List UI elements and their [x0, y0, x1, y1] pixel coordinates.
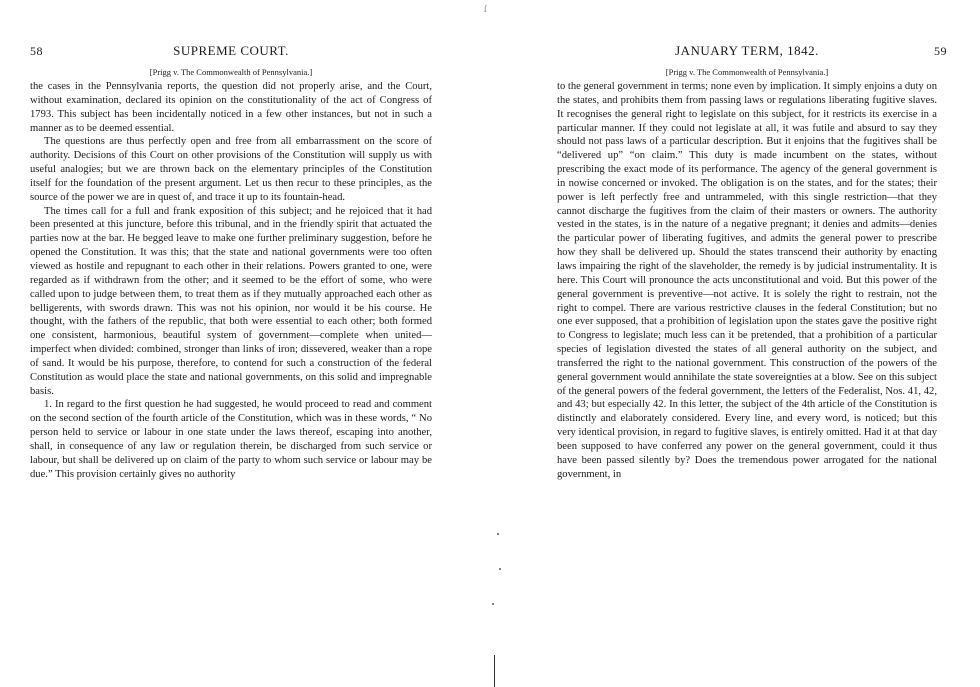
right-page [557, 0, 947, 687]
left-running-title: SUPREME COURT. [173, 43, 289, 58]
left-body-text [30, 80, 432, 481]
paragraph: to the general government in terms; none even by implication. It simply enjoins a duty on the states, and prohibits them from passing laws or regulations liberating fugitive slaves. It recognises the general right to legislate on this subject, for it restricts its exercise in a particular manner. If they could not legislate at all, it was futile and absurd to say they should not pass laws of a particular description. But it enjoins that the fugitives shall be “delivered up” “on claim.” This duty is made incumbent on the states, without prescribing the exact mode of its performance. The agency of the general government is in nowise concerned or invoked. The obligation is on the states, and for the states; their power is left perfectly free and untrammeled, with this single restriction—that they cannot discharge the fugitives from the claim of their masters or owners. The authority vested in the states, is in the nature of a negative pregnant; it denies and admits—denies the particular power of liberating fugitives, and admits the general power to prescribe how they shall be delivered up. Should the states transcend their authority by enacting laws impairing the right of the slaveholder, the remedy is by judicial instrumentality. It is here. This Court will pronounce the acts unconstitutional and void. But this power of the general government is preventive—not active. It is solely the right to restrain, not the right to compel. There are various restrictive clauses in the federal Constitution; but no one ever supposed, that a prohibition of legislation upon the states gave the positive right to Congress to legislate; much less can it be pretended, that a prohibition of a particular species of legislation divested the states of all general authority on the subject, and transferred the right to the national government. This construction of the powers of the general government would annihilate the state sovereignties at a blow. See on this subject of the general powers of the federal government, the letters of the Federalist, Nos. 41, 42, and 43; but especially 42. In this letter, the subject of the 4th article of the Constitution is distinctly and elaborately considered. Every line, and every word, is noticed; but this very identical provision, in regard to fugitive slaves, is entirely omitted. Had it at that day been supposed to have conferred any power on the general government, could it thus have been passed silently by? Does the tremendous power arrogated for the national government, in [557, 81, 937, 480]
gutter-line [494, 655, 495, 687]
paragraph: The times call for a full and frank exposition of this subject; and he rejoiced that it had been presented at this juncture, before this tribunal, and in the friendly spirit that actuated the parties now at the bar. He begged leave to make one further preliminary suggestion, before he opened the Constitution. It was this; that the state and national governments were too often viewed as hostile and repugnant to each other in their relations. Powers granted to one, were regarded as if withdrawn from the other; and it seemed to be the effort of some, who were called upon to judge between them, to treat them as if they mutually approached each other as belligerents, with swords drawn. This was not his opinion, nor would it be his course. He thought, with the fathers of the republic, that both were essential to each other; both formed one consistent, harmonious, beautiful system of government—complete when united—imperfect when divided: combined, stronger than links of iron; dissevered, weaker than a rope of sand. It would be his purpose, therefore, to contend for such a construction of the federal Constitution as would place the state and national governments, on this solid and impregnable basis. [30, 205, 432, 397]
right-case-heading: [Prigg v. The Commonwealth of Pennsylvania.] [665, 67, 829, 77]
left-page [30, 0, 432, 687]
right-page-number: 59 [934, 44, 947, 58]
scan-speck [492, 603, 494, 605]
scan-speck [497, 533, 499, 535]
left-case-heading: [Prigg v. The Commonwealth of Pennsylvania.] [149, 67, 313, 77]
right-running-head [557, 43, 947, 58]
left-page-number: 58 [30, 44, 43, 58]
right-running-title: JANUARY TERM, 1842. [675, 43, 819, 58]
left-running-head [30, 44, 432, 58]
paragraph: 1. In regard to the first question he had suggested, he would proceed to read and comment on the second section of the fourth article of the Constitution, which was in these words, “ No person held to service or labour in one state under the laws thereof, escaping into another, shall, in consequence of any law or regulation therein, be discharged from such service or labour, but shall be delivered up on claim of the party to whom such service or labour may be due.” This provision certainly gives no authority [30, 399, 432, 480]
right-body-text [557, 80, 937, 481]
scan-speck [499, 568, 501, 570]
paragraph: the cases in the Pennsylvania reports, the question did not properly arise, and the Court, without examination, declared its opinion on the constitutionality of the act of Congress of 1793. This subject has been incidentally noticed in a few other instances, but not in such a manner as to be deemed essential. [30, 81, 432, 134]
scan-mark: ſ [484, 4, 487, 14]
paragraph: The questions are thus perfectly open and free from all embarrassment on the score of authority. Decisions of this Court on other provisions of the Constitution will supply us with useful analogies; but we are thrown back on the elementary principles of the Constitution itself for the foundation of the present argument. Let us then recur to these principles, as the source of the power we are in quest of, and trace it up to its fountain-head. [30, 136, 432, 203]
